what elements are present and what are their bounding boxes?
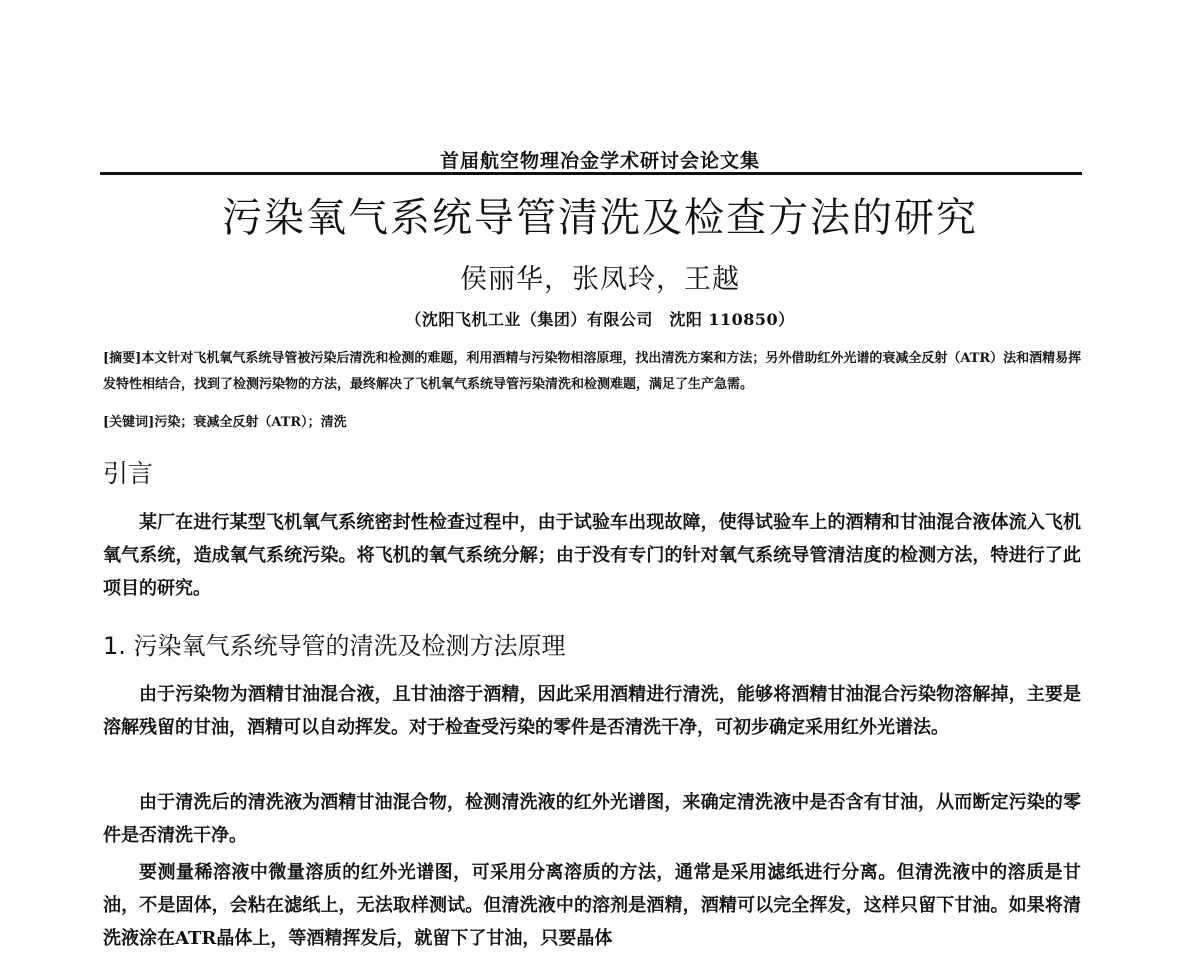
section-1-heading: 1. 污染氧气系统导管的清洗及检测方法原理 bbox=[103, 632, 566, 660]
section-1-paragraph-2: 由于清洗后的清洗液为酒精甘油混合物，检测清洗液的红外光谱图，来确定清洗液中是否含有甘油，从而断定污染的零件是否清洗干净。 bbox=[103, 792, 1081, 846]
abstract bbox=[103, 346, 1083, 398]
keywords bbox=[103, 411, 1083, 430]
running-header: 首届航空物理冶金学术研讨会论文集 bbox=[439, 150, 760, 172]
keywords-text: 污染；衰减全反射（ATR）；清洗 bbox=[154, 415, 347, 430]
intro-paragraph: 某厂在进行某型飞机氧气系统密封性检查过程中，由于试验车出现故障，使得试验车上的酒精和甘油混合液体流入飞机氧气系统，造成氧气系统污染。将飞机的氧气系统分解；由于没有专门的针对氧气系统导管清洁度的检测方法，特进行了此项目的研究。 bbox=[103, 512, 1081, 599]
intro-heading: 引言 bbox=[103, 459, 154, 488]
paper-title: 污染氧气系统导管清洗及检查方法的研究 bbox=[222, 195, 978, 241]
keywords-label: [关键词] bbox=[103, 415, 155, 430]
section-1-paragraph-1: 由于污染物为酒精甘油混合液，且甘油溶于酒精，因此采用酒精进行清洗，能够将酒精甘油混合污染物溶解掉，主要是溶解残留的甘油，酒精可以自动挥发。对于检查受污染的零件是否清洗干净，可初步确定采用红外光谱法。 bbox=[103, 684, 1081, 738]
abstract-text: 本文针对飞机氧气系统导管被污染后清洗和检测的难题，利用酒精与污染物相溶原理，找出清洗方案和方法；另外借助红外光谱的衰减全反射（ATR）法和酒精易挥发特性相结合，找到了检测污染物的方法，最终解决了飞机氧气系统导管污染清洗和检测难题，满足了生产急需。 bbox=[103, 351, 1082, 392]
paper-affiliation: （沈阳飞机工业（集团）有限公司 沈阳 110850） bbox=[405, 310, 795, 329]
section-1-paragraph-3: 要测量稀溶液中微量溶质的红外光谱图，可采用分离溶质的方法，通常是采用滤纸进行分离。但清洗液中的溶质是甘油，不是固体，会粘在滤纸上，无法取样测试。但清洗液中的溶剂是酒精，酒精可以完全挥发，这样只留下甘油。如果将清洗液涂在ATR晶体上，等酒精挥发后，就留下了甘油，只要晶体 bbox=[103, 862, 1081, 949]
header-rule bbox=[100, 172, 1082, 175]
abstract-label: [摘要] bbox=[103, 351, 142, 366]
paper-authors: 侯丽华，张凤玲，王越 bbox=[460, 264, 740, 295]
